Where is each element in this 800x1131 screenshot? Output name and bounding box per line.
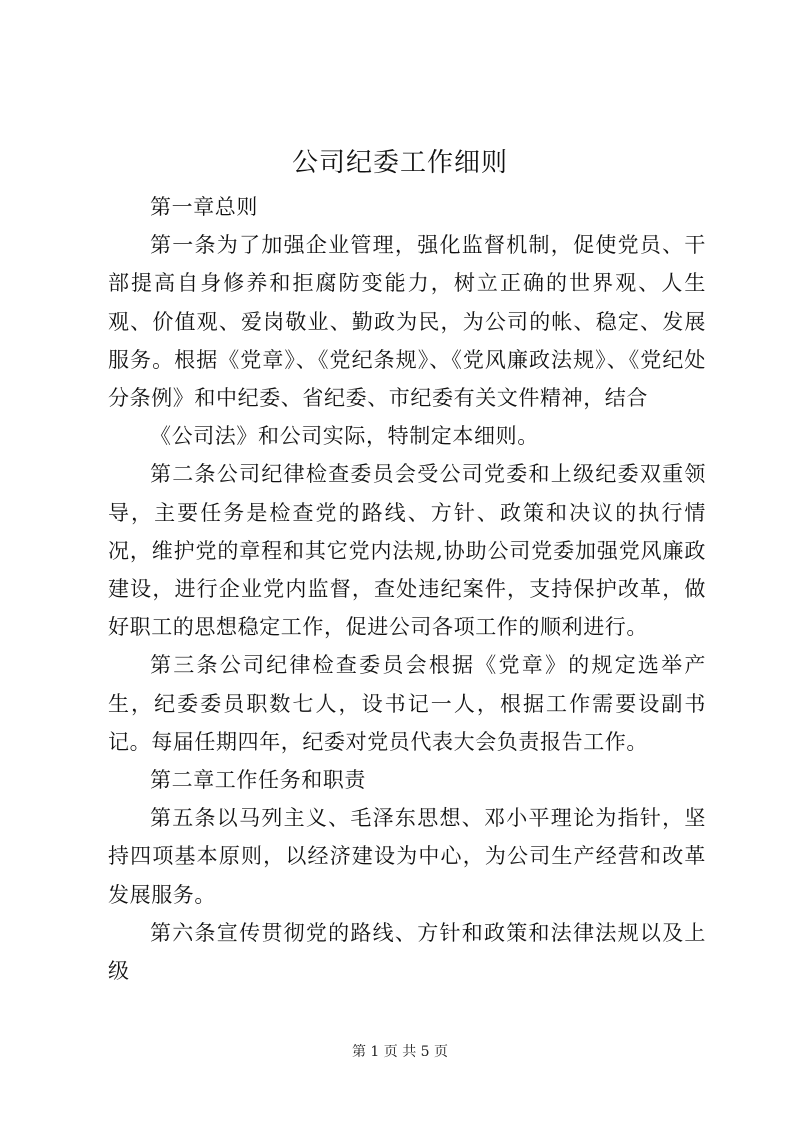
- paragraph-article-1: 第一条为了加强企业管理，强化监督机制，促使党员、干部提高自身修养和拒腐防变能力，树立正确的世界观、人生观、价值观、爱岗敬业、勤政为民，为公司的帐、稳定、发展服务。根据《党章》、《党纪条规》、《党风廉政法规》、《党纪处分条例》和中纪委、省纪委、市纪委有关文件精神，结合: [108, 233, 706, 411]
- paragraph-article-5: 第五条以马列主义、毛泽东思想、邓小平理论为指针，坚持四项基本原则，以经济建设为中心，为公司生产经营和改革发展服务。: [108, 806, 706, 907]
- paragraph-article-3: 第三条公司纪律检查委员会根据《党章》的规定选举产生，纪委委员职数七人，设书记一人，根据工作需要设副书记。每届任期四年，纪委对党员代表大会负责报告工作。: [108, 653, 706, 754]
- page-footer: [0, 1042, 800, 1062]
- paragraph-chapter-1-heading: 第一章总则: [150, 195, 258, 219]
- paragraph-article-6: 第六条宣传贯彻党的路线、方针和政策和法律法规以及上级: [108, 920, 706, 984]
- document-body: [108, 188, 706, 990]
- paragraph-chapter-2-heading: 第二章工作任务和职责: [150, 768, 366, 793]
- page-number-label: 第 1 页 共 5 页: [351, 1044, 449, 1060]
- paragraph-article-2: 第二条公司纪律检查委员会受公司党委和上级纪委双重领导，主要任务是检查党的路线、方针、政策和决议的执行情况，维护党的章程和其它党内法规,协助公司党委加强党风廉政建设，进行企业党内监督，查处违纪案件，支持保护改革，做好职工的思想稳定工作，促进公司各项工作的顺利进行。: [108, 462, 706, 640]
- paragraph-article-1-continued: 《公司法》和公司实际，特制定本细则。: [150, 424, 539, 449]
- document-title: 公司纪委工作细则: [291, 148, 508, 178]
